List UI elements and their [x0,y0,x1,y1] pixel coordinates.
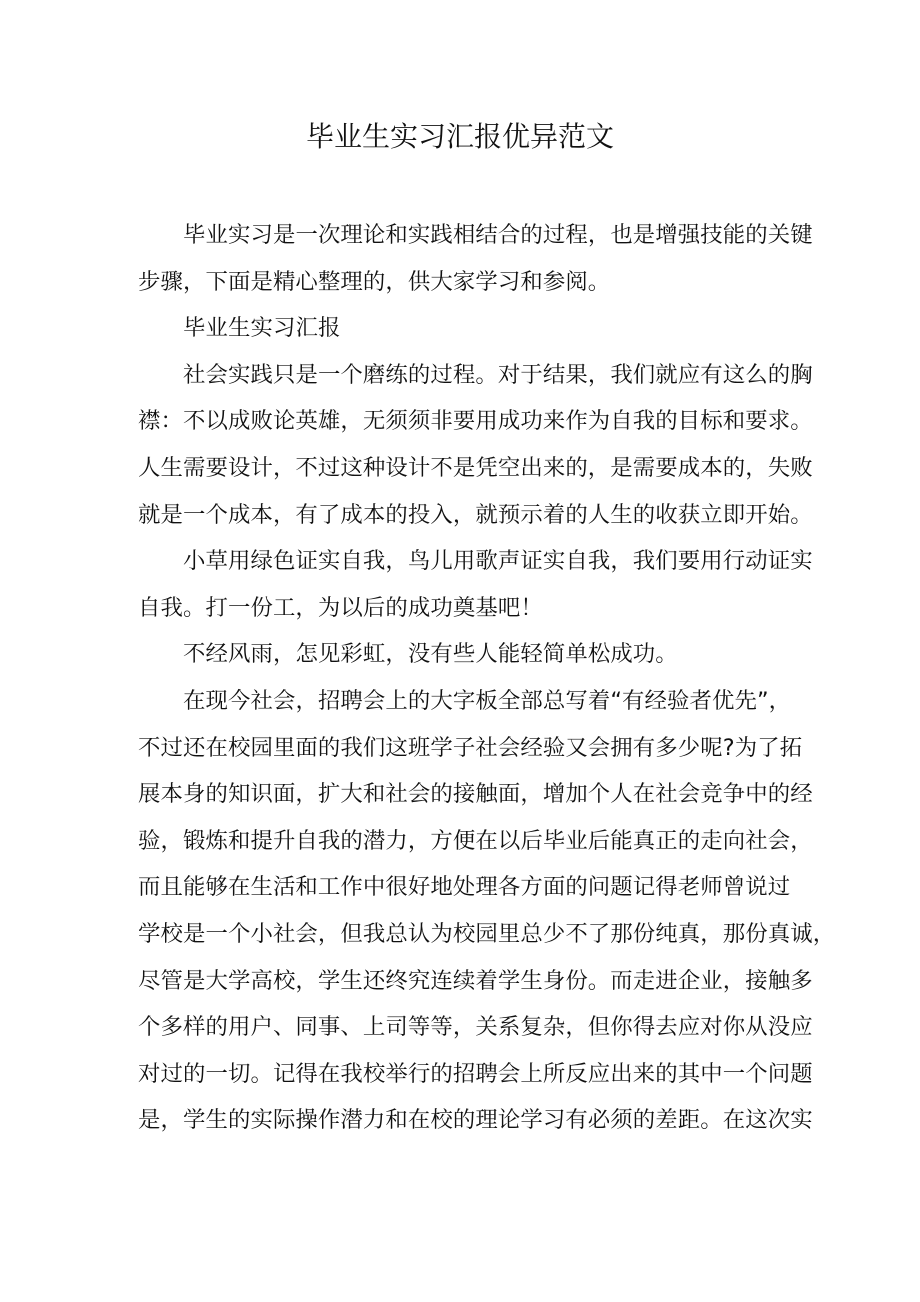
text-line: 展本身的知识面，扩大和社会的接触面，增加个人在社会竞争中的经 [138,781,813,808]
text-line: 毕业生实习汇报 [183,315,341,342]
text-line: 是，学生的实际操作潜力和在校的理论学习有必须的差距。在这次实 [138,1107,813,1134]
text-line: 不经风雨，怎见彩虹，没有些人能轻简单松成功。 [183,641,678,668]
section-heading [138,309,798,356]
text-line: 毕业实习是一次理论和实践相结合的过程，也是增强技能的关键 [183,222,813,248]
text-line: 襟：不以成败论英雄，无须须非要用成功来作为自我的目标和要求。 [138,408,813,435]
text-line: 尽管是大学高校，学生还终究连续着学生身份。而走进企业，接触多 [138,967,813,994]
paragraph [138,542,813,635]
text-line: 在现今社会，招聘会上的大字板全部总写着“有经验者优先”， [183,687,792,714]
document-title: 毕业生实习汇报优异范文 [305,120,614,153]
text-line: 就是一个成本，有了成本的投入，就预示着的人生的收获立即开始。 [138,501,813,528]
text-line: 社会实践只是一个磨练的过程。对于结果，我们就应有这么的胸 [183,361,813,388]
paragraph [138,682,836,1148]
text-line: 而且能够在生活和工作中很好地处理各方面的问题记得老师曾说过 [138,874,791,901]
text-line: 人生需要设计，不过这种设计不是凭空出来的，是需要成本的，失败 [138,454,813,481]
text-line: 小草用绿色证实自我，鸟儿用歌声证实自我，我们要用行动证实 [183,548,813,575]
text-line: 自我。打一份工，为以后的成功奠基吧！ [138,594,543,621]
document-body [138,216,836,1148]
text-line: 对过的一切。记得在我校举行的招聘会上所反应出来的其中一个问题 [138,1060,813,1087]
text-line: 学校是一个小社会，但我总认为校园里总少不了那份纯真，那份真诚， [138,920,836,947]
text-line: 不过还在校园里面的我们这班学子社会经验又会拥有多少呢?为了拓 [138,734,803,761]
text-line: 步骤，下面是精心整理的，供大家学习和参阅。 [138,268,611,295]
paragraph [138,635,798,682]
text-line: 个多样的用户、同事、上司等等，关系复杂，但你得去应对你从没应 [138,1014,813,1041]
paragraph [138,356,813,542]
text-line: 验，锻炼和提升自我的潜力，方便在以后毕业后能真正的走向社会， [138,827,813,854]
paragraph-intro [138,216,813,309]
